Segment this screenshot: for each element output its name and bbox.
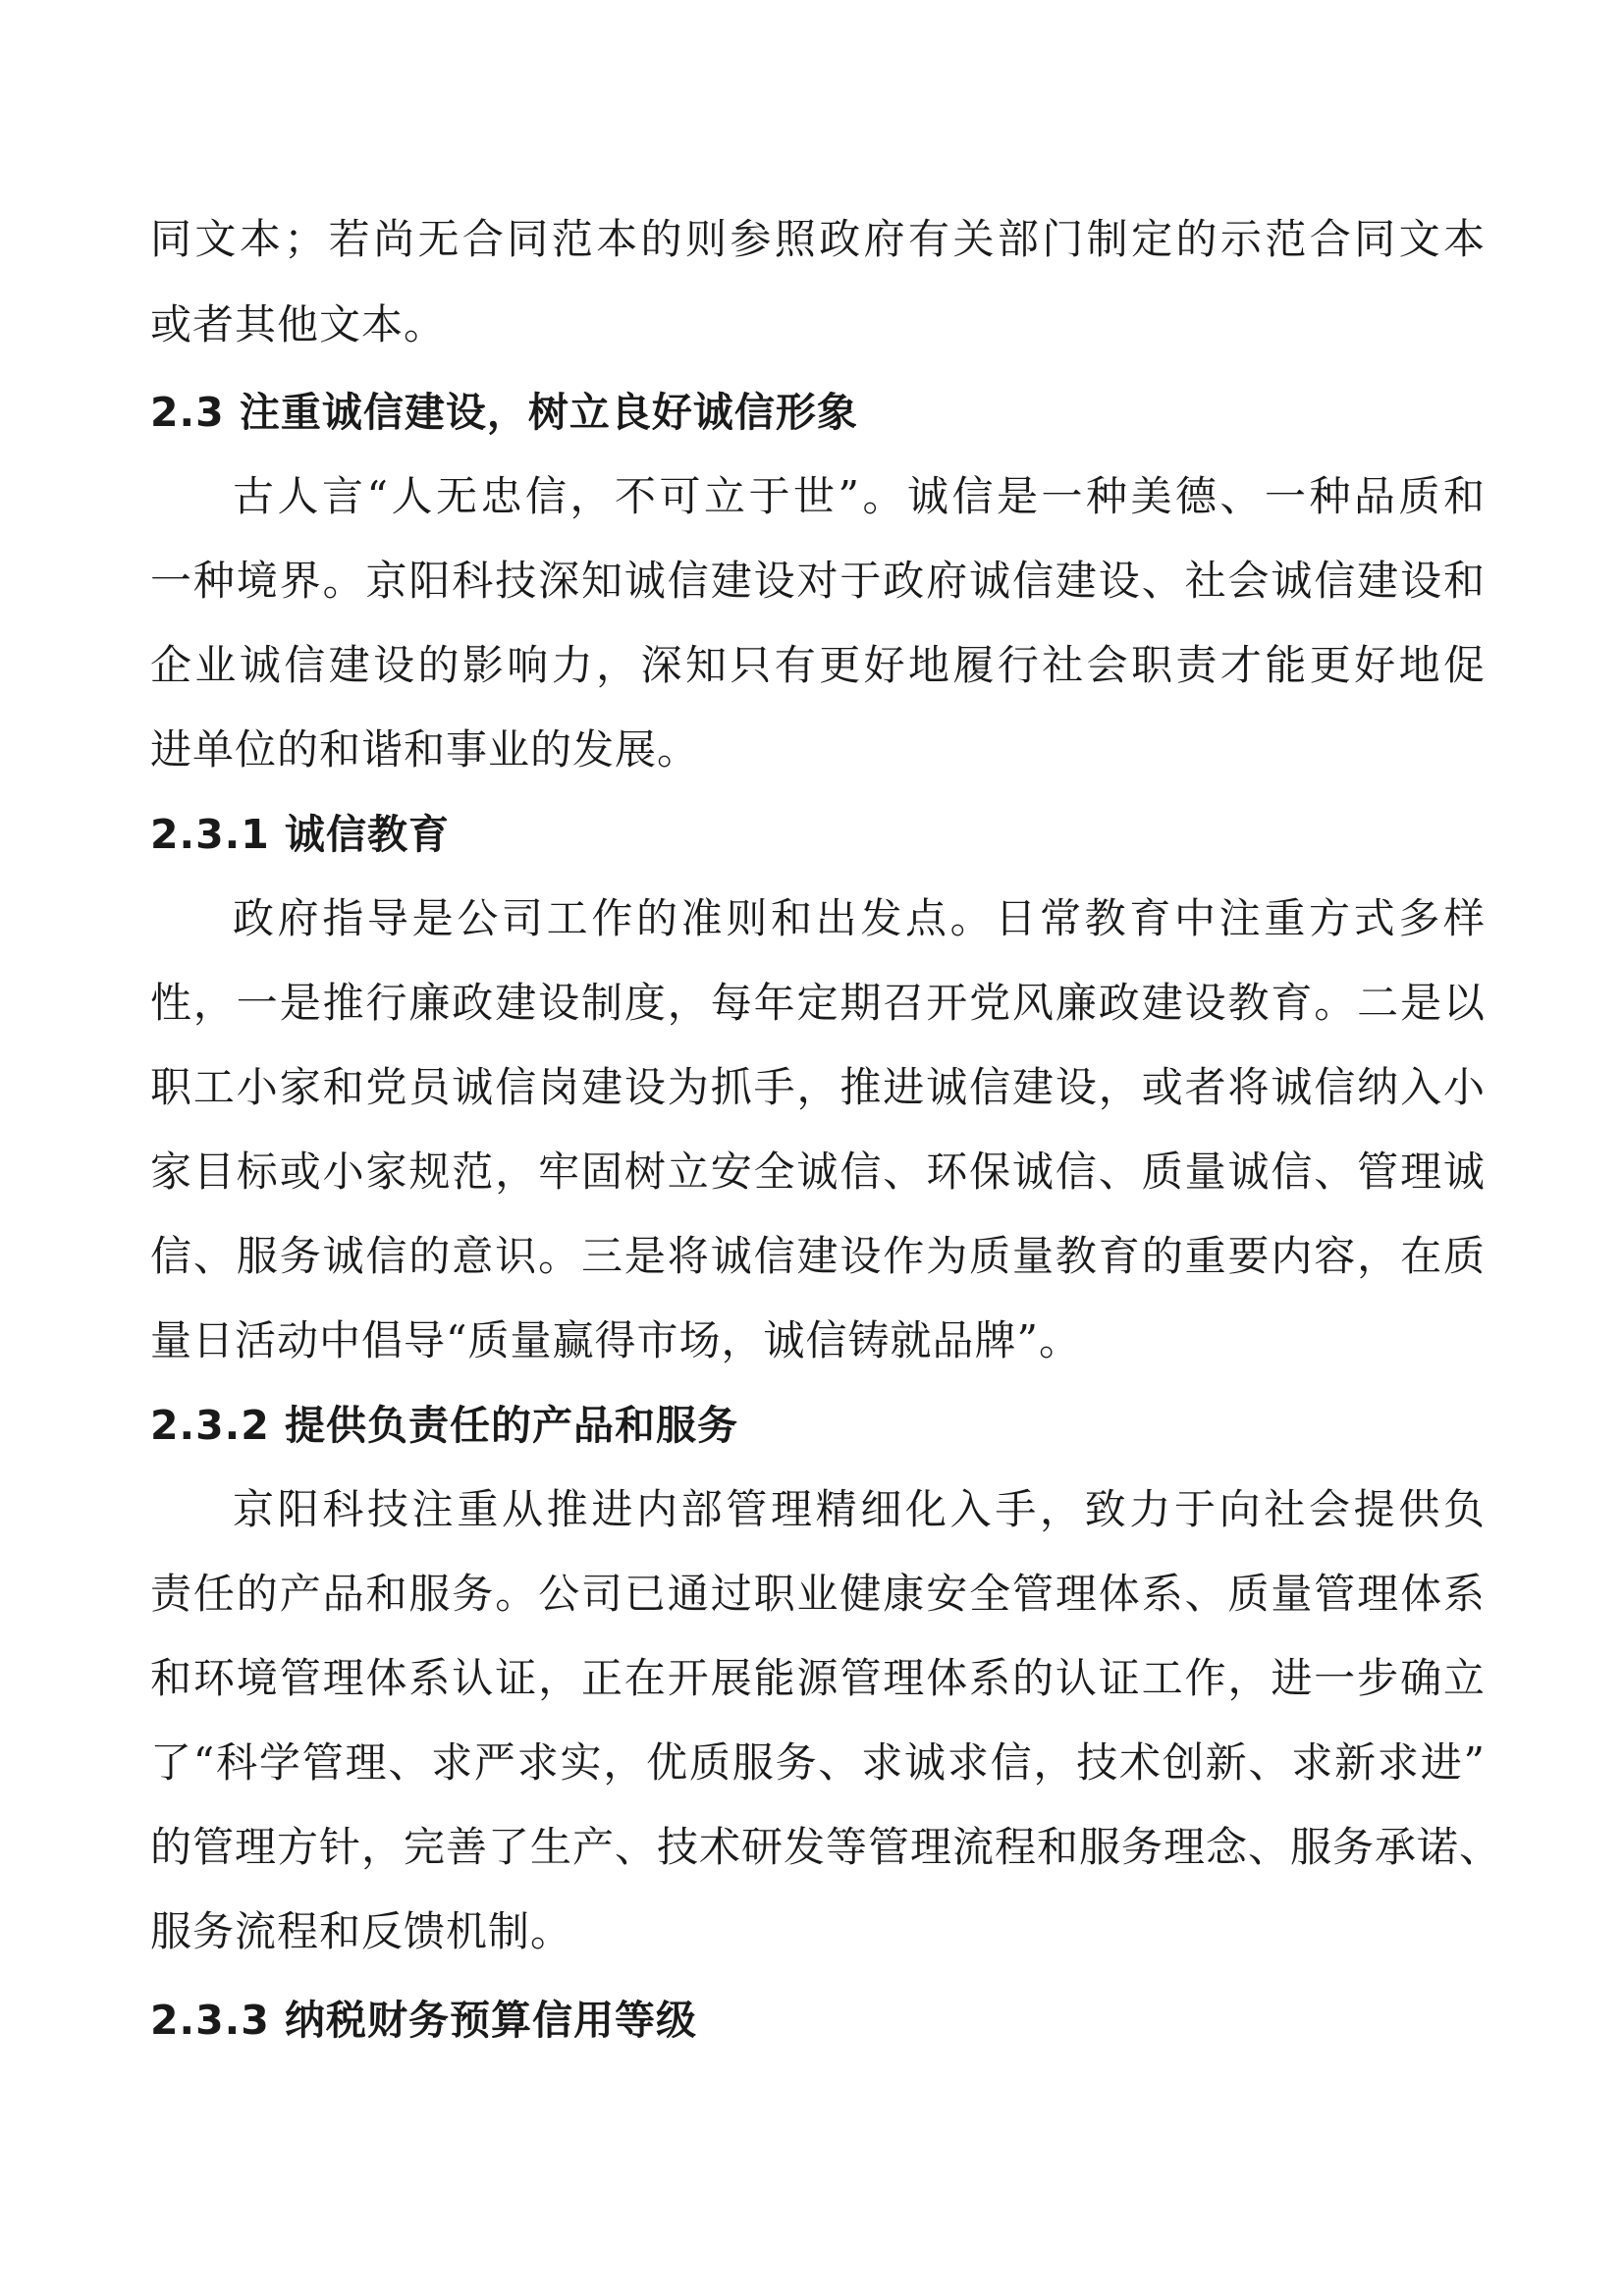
body-line: 了“科学管理、求严求实，优质服务、求诚求信，技术创新、求新求进” bbox=[150, 1738, 1486, 1787]
section-heading: 2.3.2 提供负责任的产品和服务 bbox=[150, 1402, 739, 1449]
body-line: 服务流程和反馈机制。 bbox=[150, 1907, 573, 1955]
body-line: 京阳科技注重从推进内部管理精细化入手，致力于向社会提供负 bbox=[233, 1485, 1486, 1533]
body-line: 或者其他文本。 bbox=[150, 300, 447, 348]
section-heading: 2.3.1 诚信教育 bbox=[150, 811, 451, 858]
section-heading: 2.3 注重诚信建设，树立良好诚信形象 bbox=[150, 389, 858, 436]
body-line: 的管理方针，完善了生产、技术研发等管理流程和服务理念、服务承诺、 bbox=[150, 1823, 1502, 1871]
body-line: 性，一是推行廉政建设制度，每年定期召开党风廉政建设教育。二是以 bbox=[150, 979, 1486, 1027]
body-line: 同文本；若尚无合同范本的则参照政府有关部门制定的示范合同文本 bbox=[150, 215, 1486, 263]
body-line: 职工小家和党员诚信岗建设为抓手，推进诚信建设，或者将诚信纳入小 bbox=[150, 1063, 1486, 1111]
body-line: 量日活动中倡导“质量赢得市场，诚信铸就品牌”。 bbox=[150, 1316, 1081, 1364]
body-line: 信、服务诚信的意识。三是将诚信建设作为质量教育的重要内容，在质 bbox=[150, 1232, 1486, 1280]
body-line: 一种境界。京阳科技深知诚信建设对于政府诚信建设、社会诚信建设和 bbox=[150, 557, 1486, 605]
body-line: 企业诚信建设的影响力，深知只有更好地履行社会职责才能更好地促 bbox=[150, 641, 1486, 689]
body-line: 家目标或小家规范，牢固树立安全诚信、环保诚信、质量诚信、管理诚 bbox=[150, 1148, 1486, 1196]
body-line: 古人言“人无忠信，不可立于世”。诚信是一种美德、一种品质和 bbox=[233, 472, 1486, 520]
body-line: 责任的产品和服务。公司已通过职业健康安全管理体系、质量管理体系 bbox=[150, 1570, 1486, 1618]
body-line: 和环境管理体系认证，正在开展能源管理体系的认证工作，进一步确立 bbox=[150, 1654, 1486, 1702]
section-heading: 2.3.3 纳税财务预算信用等级 bbox=[150, 1997, 698, 2044]
body-line: 政府指导是公司工作的准则和出发点。日常教育中注重方式多样 bbox=[233, 894, 1486, 942]
body-line: 进单位的和谐和事业的发展。 bbox=[150, 725, 700, 774]
